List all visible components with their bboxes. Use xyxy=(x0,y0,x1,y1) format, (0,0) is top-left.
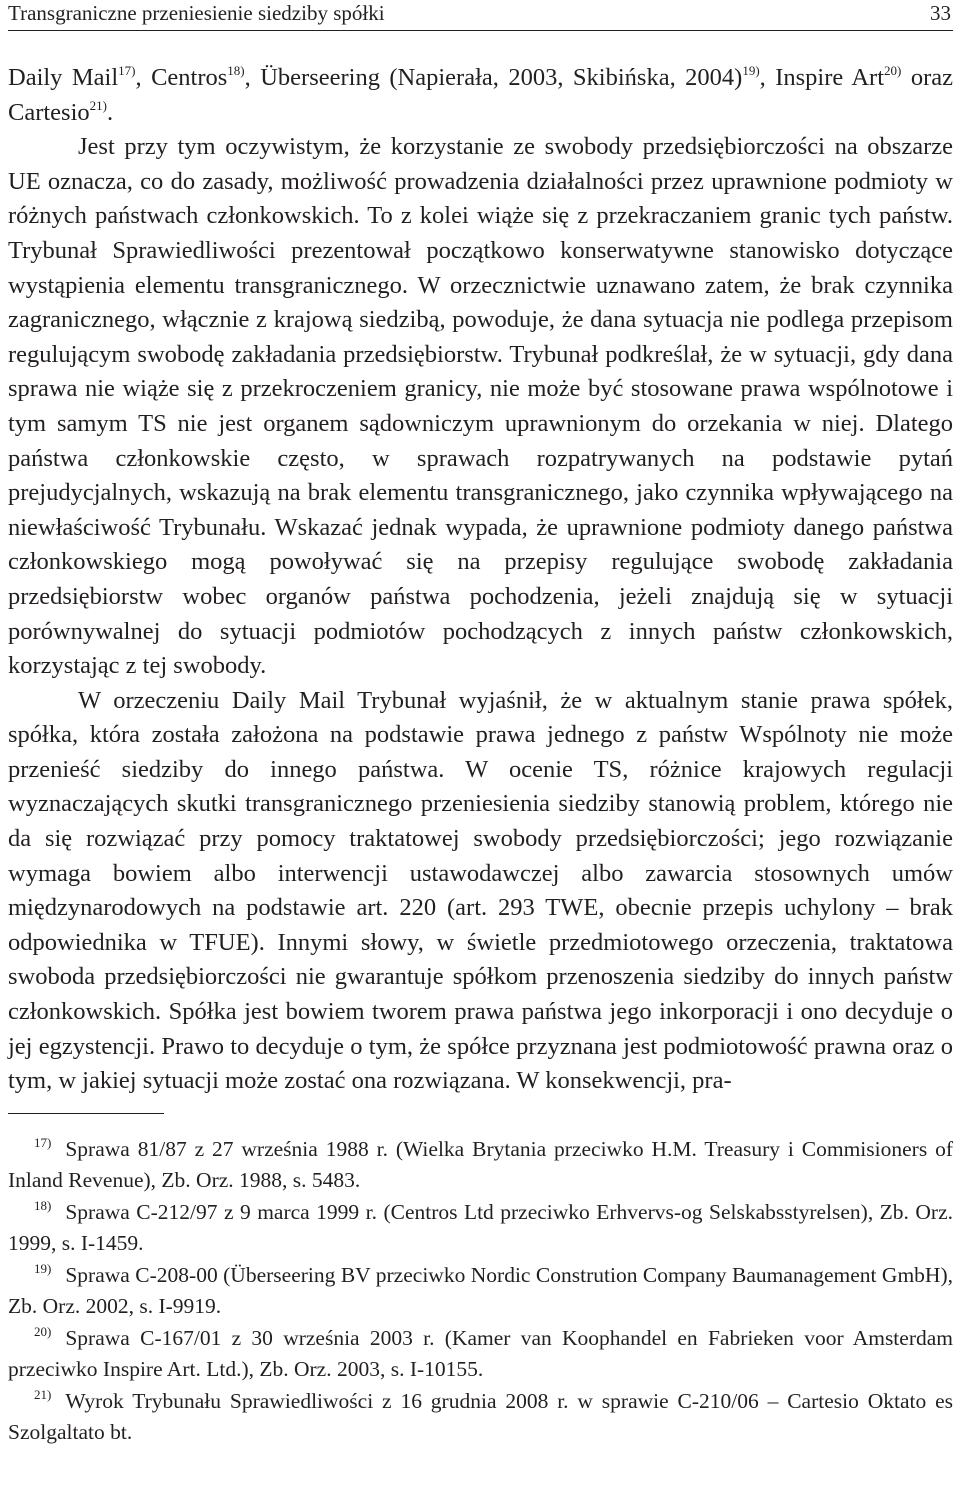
running-header xyxy=(8,0,953,31)
footnote-ref-19[interactable]: 19) xyxy=(742,63,760,78)
text-span: Daily Mail xyxy=(8,64,119,91)
footnote-text: Sprawa C-212/97 z 9 marca 1999 r. (Centros Ltd przeciwko Erhvervs-og Selskabsstyrelsen), Zb. Orz. 1999, s. I-1459. xyxy=(8,1199,953,1256)
text-span: , Centros xyxy=(135,64,228,91)
footnote-19 xyxy=(8,1260,953,1323)
footnote-18 xyxy=(8,1197,953,1260)
paragraph: W orzeczeniu Daily Mail Trybunał wyjaśnił, że w aktualnym stanie prawa spółek, spółka, która została założona na podstawie prawa jednego z państw Wspólnoty nie może przenieść siedziby do innego państwa. W ocenie TS, różnice krajowych regulacji wyznaczających skutki transgranicznego przeniesienia siedziby stanowią problem, którego nie da się rozwiązać przy pomocy traktatowej swobody przedsiębiorczości; jego rozwiązanie wymaga bowiem albo interwencji ustawodawczej albo zawarcia stosownych umów międzynarodowych na podstawie art. 220 (art. 293 TWE, obecnie przepis uchylony – brak odpowiednika w TFUE). Innymi słowy, w świetle przedmiotowego orzeczenia, traktatowa swoboda przedsiębiorczości nie gwarantuje spółkom przenoszenia siedziby do innych państw członkowskich. Spółka jest bowiem tworem prawa państwa jego inkorporacji i ono decyduje o jej egzystencji. Prawo to decyduje o tym, że spółce przyznana jest podmiotowość prawna oraz o tym, w jakiej sytuacji może zostać ona rozwiązana. W konsekwencji, pra- xyxy=(8,686,953,1095)
paragraph-continued xyxy=(8,61,953,130)
footnote-mark: 21) xyxy=(34,1386,52,1402)
footnote-text: Sprawa C-167/01 z 30 września 2003 r. (Kamer van Koophandel en Fabrieken voor Amsterdam przeciwko Inspire Art. Ltd.), Zb. Orz. 2003, s. I-10155. xyxy=(8,1325,953,1382)
text-span: . xyxy=(107,98,114,126)
footnote-ref-21[interactable]: 21) xyxy=(89,97,107,113)
text-span: oraz Cartesio xyxy=(8,64,953,126)
footnote-mark: 20) xyxy=(34,1323,52,1339)
footnote-separator xyxy=(8,1113,164,1114)
running-header-title: Transgraniczne przeniesienie siedziby spółki xyxy=(8,1,385,25)
footnote-text: Sprawa C-208-00 (Überseering BV przeciwko Nordic Constrution Company Baumanagement GmbH), Zb. Orz. 2002, s. I-9919. xyxy=(8,1262,953,1319)
footnote-mark: 19) xyxy=(34,1260,52,1276)
document-page xyxy=(8,0,953,1449)
footnote-ref-17[interactable]: 17) xyxy=(118,63,136,78)
footnote-mark: 17) xyxy=(34,1134,52,1150)
footnote-ref-20[interactable]: 20) xyxy=(884,63,902,78)
footnote-text: Sprawa 81/87 z 27 września 1988 r. (Wielka Brytania przeciwko H.M. Treasury i Commisioners of Inland Revenue), Zb. Orz. 1988, s. 5483. xyxy=(8,1136,953,1193)
footnote-ref-18[interactable]: 18) xyxy=(227,63,245,78)
text-span: , Überseering (Napierała, 2003, Skibińska, 2004) xyxy=(244,64,743,91)
footnotes xyxy=(8,1134,953,1449)
paragraph: Jest przy tym oczywistym, że korzystanie ze swobody przedsiębiorczości na obszarze UE oznacza, co do zasady, możliwość prowadzenia działalności przez uprawnione podmioty w różnych państwach członkowskich. To z kolei wiąże się z przekraczaniem granic tych państw. Trybunał Sprawiedliwości prezentował początkowo konserwatywne stanowisko dotyczące wystąpienia elementu transgranicznego. W orzecznictwie uznawano zatem, że brak czynnika zagranicznego, włącznie z krajową siedzibą, powoduje, że dana sytuacja nie podlega przepisom regulującym swobodę zakładania przedsiębiorstw. Trybunał podkreślał, że w sytuacji, gdy dana sprawa nie wiąże się z przekroczeniem granicy, nie może być stosowane prawa wspólnotowe i tym samym TS nie jest organem sądowniczym uprawnionym do orzekania w niej. Dlatego państwa członkowskie często, w sprawach rozpatrywanych na podstawie pytań prejudycjalnych, wskazują na brak elementu transgranicznego, jako czynnika wpływającego na niewłaściwość Trybunału. Wskazać jednak wypada, że uprawnione podmioty danego państwa członkowskiego mogą powoływać się na przepisy regulujące swobodę zakładania przedsiębiorstw wobec organów państwa pochodzenia, jeżeli znajdują się w sytuacji porównywalnej do sytuacji podmiotów pochodzących z innych państw członkowskich, korzystając z tej swobody. xyxy=(8,133,953,680)
footnote-text: Wyrok Trybunału Sprawiedliwości z 16 grudnia 2008 r. w sprawie C-210/06 – Cartesio Oktato es Szolgaltato bt. xyxy=(8,1388,953,1445)
footnote-20 xyxy=(8,1323,953,1386)
text-span: , Inspire Art xyxy=(759,64,885,91)
footnote-21 xyxy=(8,1386,953,1449)
footnote-mark: 18) xyxy=(34,1197,52,1213)
footnote-17 xyxy=(8,1134,953,1197)
page-number: 33 xyxy=(930,1,951,25)
body-text xyxy=(8,61,953,1099)
